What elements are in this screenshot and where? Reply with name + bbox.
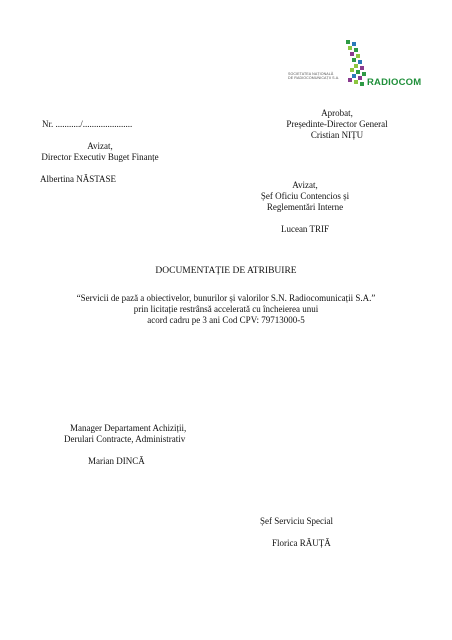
radiocom-logo: [288, 38, 422, 94]
logo-brand-name: RADIOCOM: [367, 77, 422, 88]
logo-company-line1: SOCIETATEA NAȚIONALĂ: [288, 72, 334, 76]
special-service-head-name: Florica RĂUȚĂ: [272, 538, 331, 548]
legal-head-name: Lucean TRIF: [280, 224, 330, 234]
logo-company-name: [288, 72, 339, 81]
logo-company-line2: DE RADIOCOMUNICAȚII S.A.: [288, 76, 340, 81]
budget-endorsed-label: Avizat,: [87, 141, 113, 151]
president-role: Președinte-Director General: [286, 119, 388, 129]
legal-role-line2: Reglementări Interne: [266, 202, 344, 212]
registration-number-line: Nr. .........../......................: [42, 119, 133, 129]
radiocom-logo-mark-icon: [344, 38, 368, 92]
document-subject-line2: prin licitație restrânsă accelerată cu încheierea unui: [133, 304, 319, 314]
procurement-role-line1: Manager Departament Achiziții,: [70, 423, 187, 433]
budget-director-role: Director Executiv Buget Finanțe: [41, 152, 159, 162]
approved-label: Aprobat,: [321, 108, 353, 118]
legal-role-line1: Șef Oficiu Contencios și: [260, 191, 350, 201]
document-subject-line1: “Servicii de pază a obiectivelor, bunurilor și valorilor S.N. Radiocomunicații S.A.”: [76, 293, 376, 303]
procurement-role-line2: Derulari Contracte, Administrativ: [64, 434, 186, 444]
legal-endorsed-label: Avizat,: [292, 180, 318, 190]
budget-director-name: Albertina NĂSTASE: [40, 174, 117, 184]
president-name: Cristian NIȚU: [310, 130, 364, 140]
document-subject-line3: acord cadru pe 3 ani Cod CPV: 79713000-5: [147, 315, 305, 325]
procurement-manager-name: Marian DINCĂ: [88, 456, 145, 466]
special-service-role: Șef Serviciu Special: [260, 516, 333, 526]
document-title: DOCUMENTAȚIE DE ATRIBUIRE: [155, 266, 297, 276]
